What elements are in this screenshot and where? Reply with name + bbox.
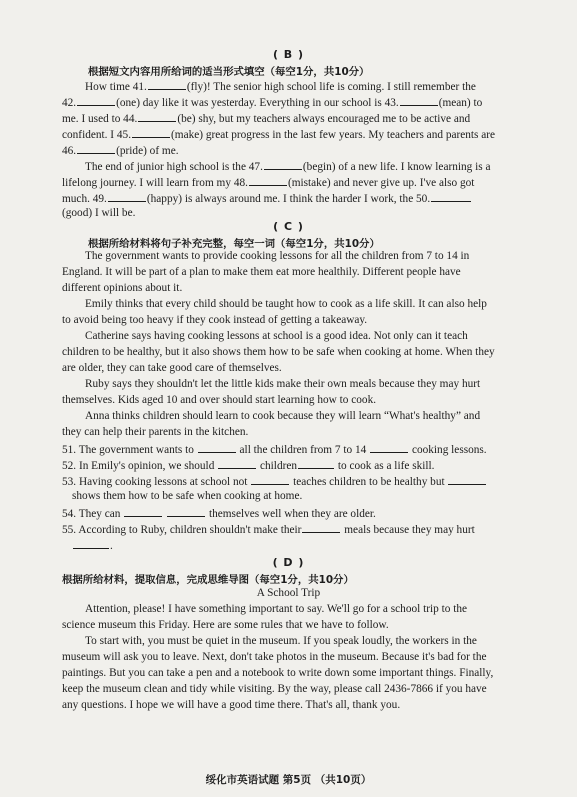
section-c-line: Emily thinks that every child should be taught how to cook as a life skill. It can also help xyxy=(85,298,487,310)
blank-42[interactable] xyxy=(77,96,115,106)
section-c-line: they can help their parents in the kitchen. xyxy=(62,426,249,438)
blank-54b[interactable] xyxy=(167,507,205,517)
section-d-line: Attention, please! I have something important to say. We'll go for a school trip to the xyxy=(85,603,467,615)
section-b-line: much. 49. (happy) is always around me. I think the harder I work, the 50. xyxy=(62,192,472,205)
blank-51a[interactable] xyxy=(198,443,236,453)
blank-49[interactable] xyxy=(108,192,146,202)
section-c-line: are older, they can take good care of themselves. xyxy=(62,362,282,374)
blank-52a[interactable] xyxy=(218,459,256,469)
blank-53b[interactable] xyxy=(448,475,486,485)
blank-51b[interactable] xyxy=(370,443,408,453)
blank-55b[interactable] xyxy=(73,539,109,549)
section-b-line: lifelong journey. I will learn from my 48. (mistake) and never give up. I've also got xyxy=(62,177,475,189)
section-b-line: How time 41. (fly)! The senior high school life is coming. I still remember the xyxy=(85,81,476,93)
question-52: 52. In Emily's opinion, we should children to cook as a life skill. xyxy=(62,460,435,472)
section-b-line: The end of junior high school is the 47. (begin) of a new life. I know learning is a xyxy=(85,161,491,173)
section-c-line: Catherine says having cooking lessons at school is a good idea. Not only can it teach xyxy=(85,330,468,342)
section-c-line: England. It will be part of a plan to make them eat more healthily. Different people have xyxy=(62,266,461,278)
question-53-continued: shows them how to be safe when cooking at home. xyxy=(72,490,303,502)
passage-title: A School Trip xyxy=(256,587,321,599)
question-55-continued: . xyxy=(72,539,113,552)
blank-54a[interactable] xyxy=(124,507,162,517)
blank-47[interactable] xyxy=(264,160,302,170)
page-footer: 绥化市英语试题 第5页 （共10页） xyxy=(205,774,372,786)
section-c-line: different opinions about it. xyxy=(62,282,183,294)
section-d-line: science museum this Friday. Here are some rules that we have to follow. xyxy=(62,619,389,631)
question-54: 54. They can themselves well when they are older. xyxy=(62,508,376,520)
section-b-line: confident. I 45. (make) great progress in the last few years. My teachers and parents are xyxy=(62,129,496,141)
section-b-line: 42. (one) day like it was yesterday. Everything in our school is 43. (mean) to xyxy=(62,97,483,109)
section-d-title: ( D ) xyxy=(272,556,305,569)
blank-53a[interactable] xyxy=(251,475,289,485)
section-c-line: themselves. Kids aged 10 and over should start learning how to cook. xyxy=(62,394,377,406)
blank-41[interactable] xyxy=(148,80,186,90)
section-d-line: To start with, you must be quiet in the museum. If you speak loudly, the workers in the xyxy=(85,635,477,647)
section-c-line: The government wants to provide cooking lessons for all the children from 7 to 14 in xyxy=(85,250,470,262)
blank-48[interactable] xyxy=(249,176,287,186)
section-c-title: ( C ) xyxy=(273,220,304,233)
blank-52b[interactable] xyxy=(298,459,334,469)
section-c-instruction: 根据所给材料将句子补充完整，每空一词（每空1分，共10分） xyxy=(88,238,380,250)
section-c-line: Ruby says they shouldn't let the little kids make their own meals because they may hurt xyxy=(85,378,481,390)
section-d-instruction: 根据所给材料，提取信息，完成思维导图（每空1分，共10分） xyxy=(62,574,354,586)
section-d-line: keep the museum clean and tidy while visiting. By the way, please call 2436-7866 if you have xyxy=(62,683,487,695)
blank-43[interactable] xyxy=(400,96,438,106)
section-c-line: to avoid being too heavy if they cook instead of getting a takeaway. xyxy=(62,314,368,326)
section-b-line: (good) I will be. xyxy=(62,207,136,219)
section-c-line: children to be healthy, but it also shows them how to be safe when cooking at home. When they xyxy=(62,346,495,358)
section-d-line: museum will ask you to leave. Next, don't take photos in the museum. Because it's bad for the xyxy=(62,651,487,663)
blank-46[interactable] xyxy=(77,144,115,154)
blank-44[interactable] xyxy=(138,112,176,122)
section-d-line: any questions. I hope we will have a good time there. That's all, thank you. xyxy=(62,699,401,711)
blank-50[interactable] xyxy=(431,192,471,202)
section-d-line: paintings. But you can take a pen and a notebook to write down some important things. Finally, xyxy=(62,667,494,679)
blank-55a[interactable] xyxy=(302,523,340,533)
question-51: 51. The government wants to all the children from 7 to 14 cooking lessons. xyxy=(62,444,487,456)
blank-45[interactable] xyxy=(132,128,170,138)
question-55: 55. According to Ruby, children shouldn't make their meals because they may hurt xyxy=(62,524,475,536)
section-b-instruction: 根据短文内容用所给词的适当形式填空（每空1分，共10分） xyxy=(88,66,370,78)
question-53: 53. Having cooking lessons at school not teaches children to be healthy but xyxy=(62,475,487,488)
section-b-title: ( B ) xyxy=(272,48,305,61)
section-b-line: me. I used to 44. (be) shy, but my teachers always encouraged me to be active and xyxy=(62,113,471,125)
section-c-line: Anna thinks children should learn to cook because they will learn “What's healthy” and xyxy=(85,410,481,422)
section-b-line: 46. (pride) of me. xyxy=(62,145,179,157)
